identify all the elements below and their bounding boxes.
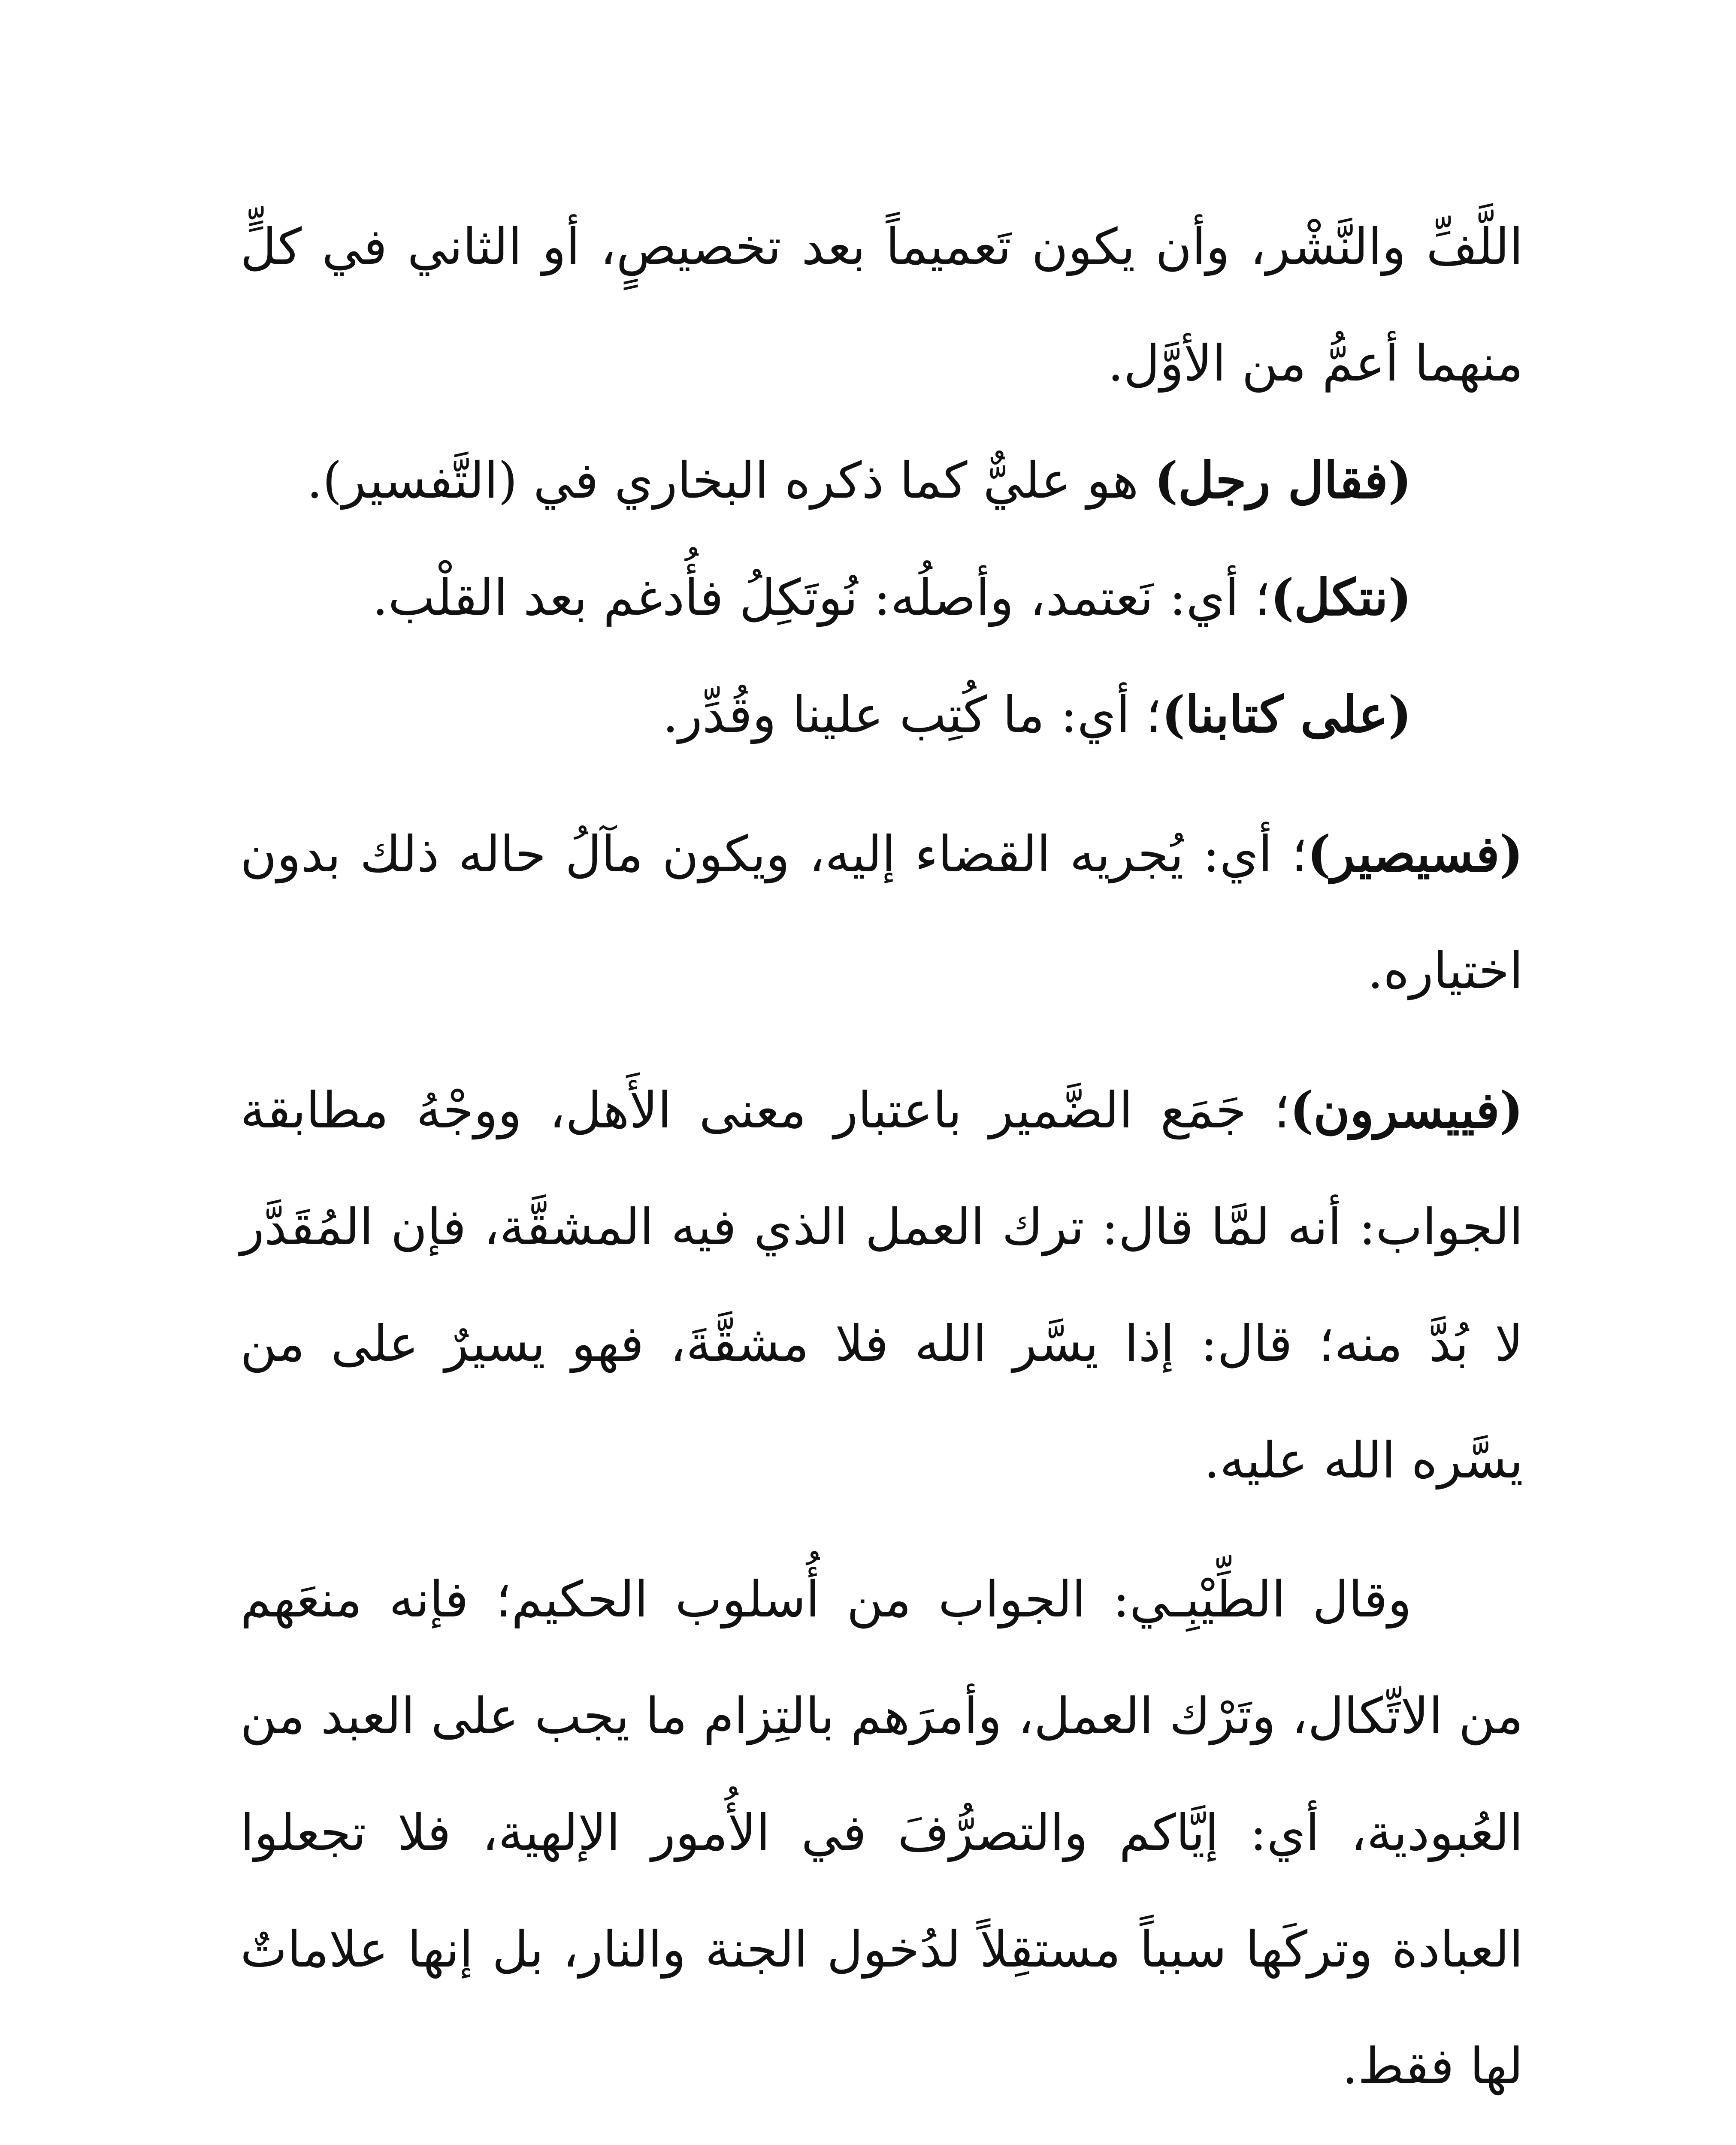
paragraph-6	[240, 1052, 1523, 1519]
paragraph-1	[240, 189, 1523, 422]
paragraph-6-term: (فييسرون)	[1290, 1081, 1524, 1139]
paragraph-3-text: ؛ أي: نَعتمد، وأصلُه: نُوتَكِلُ فأُدغم بعد القلْب.	[372, 569, 1271, 627]
paragraph-spacer	[240, 1030, 1523, 1052]
paragraph-1-text: اللَّفِّ والنَّشْر، وأن يكون تَعميماً بعد تخصيصٍ، أو الثاني في كلٍّ منهما أعمُّ من الأوَّل.	[240, 218, 1523, 393]
paragraph-3-term: (نتكل)	[1270, 568, 1412, 627]
paragraph-5-term: (فسيصير)	[1307, 825, 1523, 883]
paragraph-5-text: ؛ أي: يُجريه القضاء إليه، ويكون مآلُ حاله ذلك بدون اختياره.	[240, 825, 1523, 1000]
paragraph-2-text: هو عليٌّ كما ذكره البخاري في (التَّفسير).	[306, 452, 1155, 510]
document-page	[240, 189, 1523, 2145]
paragraph-spacer	[240, 773, 1523, 796]
paragraph-5	[240, 796, 1523, 1030]
paragraph-4-text: ؛ أي: ما كُتِب علينا وقُدِّر.	[662, 686, 1162, 744]
paragraph-spacer	[240, 1519, 1523, 1541]
paragraph-2-term: (فقال رجل)	[1154, 451, 1412, 510]
paragraph-4-term: (على كتابنا)	[1161, 686, 1412, 744]
paragraph-3	[240, 539, 1523, 656]
paragraph-2	[240, 422, 1523, 539]
paragraph-spacer	[240, 2125, 1523, 2145]
paragraph-7-text: وقال الطِّيْبِـي: الجواب من أُسلوب الحكيم؛ فإنه منعَهم من الاتِّكال، وتَرْك العمل، وأمرَهم بالتِزام ما يجب على العبد من العُبودية، أي: إيَّاكم والتصرُّفَ في الأُمور الإلهية، فلا تجعلوا العبادة وتركَها سبباً مستقِلاً لدُخول الجنة والنار، بل إنها علاماتٌ لها فقط.	[240, 1571, 1523, 2095]
paragraph-7	[240, 1541, 1523, 2125]
paragraph-4	[240, 656, 1523, 773]
paragraph-6-text: ؛ جَمَع الضَّمير باعتبار معنى الأَهل، ووجْهُ مطابقة الجواب: أنه لمَّا قال: ترك العمل الذي فيه المشقَّة، فإن المُقَدَّر لا بُدَّ منه؛ قال: إذا يسَّر الله فلا مشقَّةَ، فهو يسيرٌ على من يسَّره الله عليه.	[240, 1082, 1523, 1489]
